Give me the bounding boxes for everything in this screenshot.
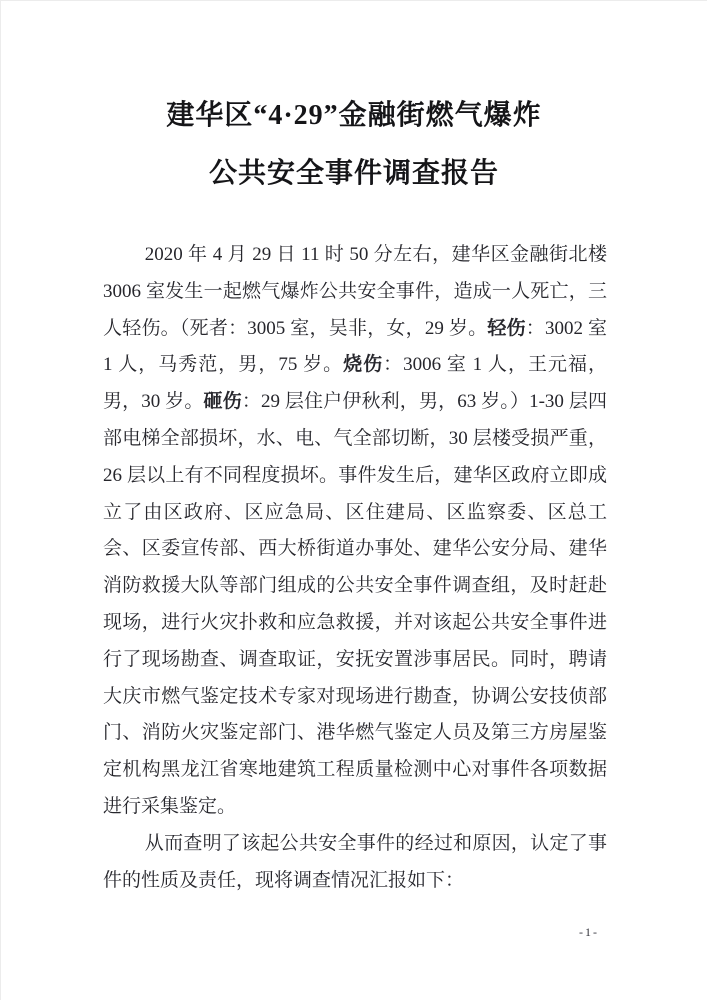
document-title-line-1: 建华区“4·29”金融街燃气爆炸 — [166, 100, 542, 131]
page-number: -1- — [579, 925, 599, 939]
paragraph — [103, 826, 607, 900]
text-run: 从而查明了该起公共安全事件的经过和原因，认定了事件的性质及责任，现将调查情况汇报如下： — [103, 832, 607, 891]
text-run: ：3006 室 1 人，王元福，男，30 岁。 — [103, 354, 607, 413]
document-title — [1, 87, 707, 203]
text-run: ：3002 室 1 人，马秀范，男，75 岁。 — [103, 317, 607, 376]
document-title-line-2: 公共安全事件调查报告 — [208, 158, 499, 189]
bold-run: 轻伤 — [487, 317, 526, 339]
bold-run: 烧伤 — [343, 354, 384, 376]
text-run: 2020 年 4 月 29 日 11 时 50 分左右，建华区金融街北楼 3006 室发生一起燃气爆炸公共安全事件，造成一人死亡，三人轻伤。（死者：3005 室，吴非，女，29 岁。 — [103, 244, 607, 339]
text-run: ：29 层住户伊秋利，男，63 岁。）1-30 层四部电梯全部损坏，水、电、气全部切断，30 层楼受损严重，26 层以上有不同程度损坏。事件发生后，建华区政府立即成立了由区政府、区应急局、区住建局、区监察委、区总工会、区委宣传部、西大桥街道办事处、建华公安分局、建华消防救援大队等部门组成的公共安全事件调查组，及时赶赴现场，进行火灾扑救和应急救援，并对该起公共安全事件进行了现场勘查、调查取证，安抚安置涉事居民。同时，聘请大庆市燃气鉴定技术专家对现场进行勘查，协调公安技侦部门、消防火灾鉴定部门、港华燃气鉴定人员及第三方房屋鉴定机构黑龙江省寒地建筑工程质量检测中心对事件各项数据进行采集鉴定。 — [103, 391, 607, 817]
document-body — [103, 237, 607, 899]
bold-run: 砸伤 — [203, 391, 242, 413]
paragraph — [103, 237, 607, 826]
